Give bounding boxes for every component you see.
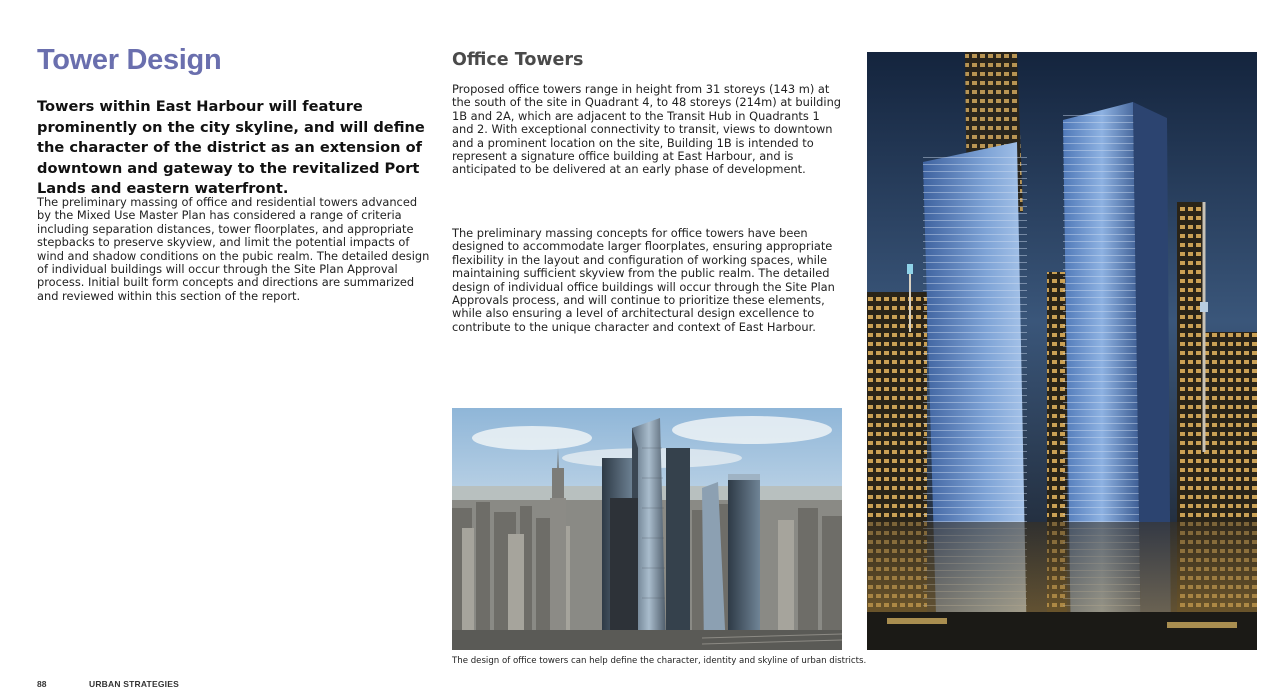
office-towers-paragraph-1: Proposed office towers range in height from 31 storeys (143 m) at the south of the site in Quadrant 4, to 48 storeys (214m) at building 1B and 2A, which are adjacent to the Transit Hub in Quadrants 1 and 2. With exceptional connectivity to transit, views to downtown and a prominent location on the site, Building 1B is intended to represent a signature office building at East Harbour, and is anticipated to be delivered at an early phase of development. <box>452 82 842 177</box>
intro-body-text: The preliminary massing of office and residential towers advanced by the Mixed Use Master Plan has considered a range of criteria including separation distances, tower floorplates, and appropriate stepbacks to preserve skyview, and limit the potential impacts of wind and shadow conditions on the pubic realm. The detailed design of individual buildings will occur through the Site Plan Approval process. Initial built form concepts and directions are summarized and reviewed within this section of the report. <box>37 195 430 303</box>
footer-org-name: URBAN STRATEGIES <box>89 679 179 689</box>
photo-caption: The design of office towers can help define the character, identity and skyline of urban districts. <box>452 656 867 666</box>
page-number: 88 <box>37 679 47 689</box>
section-heading-office-towers: Office Towers <box>452 50 584 70</box>
lead-paragraph: Towers within East Harbour will feature prominently on the city skyline, and will define the character of the district as an extension of downtown and gateway to the revitalized Port Lands and eastern waterfront. <box>37 98 425 197</box>
office-towers-paragraph-2: The preliminary massing concepts for office towers have been designed to accommodate larger floorplates, ensuring appropriate flexibility in the layout and configuration of working spaces, while maintaining sufficient skyview from the public realm. The detailed design of individual office buildings will occur through the Site Plan Approvals process, and will continue to prioritize these elements, while also ensuring a level of architectural design excellence to contribute to the unique character and context of East Harbour. <box>452 226 835 334</box>
office-tower-rendering-photo <box>867 52 1257 650</box>
aerial-city-skyline-photo <box>452 408 842 650</box>
page-title: Tower Design <box>37 44 222 76</box>
